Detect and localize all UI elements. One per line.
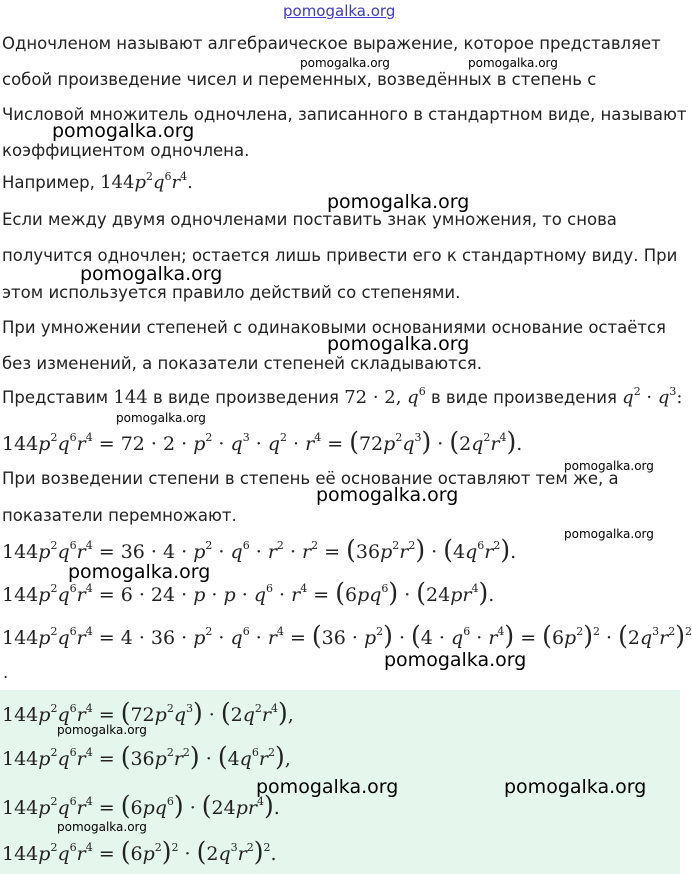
- watermark-large: pomogalka.org: [327, 333, 470, 355]
- site-watermark-link[interactable]: pomogalka.org: [283, 2, 396, 20]
- watermark-small: pomogalka.org: [468, 56, 558, 70]
- watermark-large: pomogalka.org: [52, 120, 195, 142]
- watermark-small: pomogalka.org: [57, 820, 147, 834]
- watermark-small: pomogalka.org: [116, 411, 206, 425]
- watermark-small: pomogalka.org: [57, 723, 147, 737]
- answer-equation-1: $144p^2q^6r^4 = (72p^2q^3) \cdot (2q^2r^4)$,: [2, 697, 294, 728]
- rule-line-2: без изменений, а показатели степеней складываются.: [2, 354, 482, 373]
- number-144: 144: [113, 387, 148, 408]
- represent-line: [2, 387, 682, 408]
- example-label: Например,: [2, 173, 95, 192]
- represent-text-b: в виде произведения: [153, 388, 339, 407]
- equation-1: $144p^2q^6r^4 = 72 \cdot 2 \cdot p^2 \cdot q^3 \cdot q^2 \cdot r^4 = (72p^2q^3) \cdot (2q^2r^4)$.: [2, 426, 523, 457]
- power-rule-line-2: показатели перемножают.: [2, 506, 237, 525]
- definition-line-2: собой произведение чисел и переменных, возведённых в степень с: [2, 70, 597, 89]
- represent-text-c: в виде произведения: [430, 388, 617, 407]
- power-rule-line-1: При возведении степени в степень её основание оставляют тем же, а: [2, 469, 619, 488]
- watermark-small: pomogalka.org: [300, 56, 390, 70]
- coefficient-line-2: коэффициентом одночлена.: [2, 141, 250, 160]
- watermark-large: pomogalka.org: [327, 191, 470, 213]
- watermark-large: pomogalka.org: [256, 776, 399, 798]
- watermark-small: pomogalka.org: [564, 459, 654, 473]
- watermark-large: pomogalka.org: [384, 649, 527, 671]
- equation-3: $144p^2q^6r^4 = 6 \cdot 24 \cdot p \cdot p \cdot q^6 \cdot r^4 = (6pq^6) \cdot (24pr^4)$.: [2, 577, 495, 608]
- product-q2-q3-formula: $q^2 \cdot q^3$:: [622, 385, 683, 408]
- answer-equation-4: $144p^2q^6r^4 = (6p^2)^2 \cdot (2q^3r^2)^2$.: [2, 836, 277, 867]
- answer-equation-2: $144p^2q^6r^4 = (36p^2r^2) \cdot (4q^6r^2)$,: [2, 741, 291, 772]
- equation-4: $144p^2q^6r^4 = 4 \cdot 36 \cdot p^2 \cdot q^6 \cdot r^4 = (36 \cdot p^2) \cdot (4 \cdot q^6 \cdot r^4) = (6p^2)^2 \cdot (2q^3r^2)^2$: [2, 620, 692, 651]
- answer-equation-3: $144p^2q^6r^4 = (6pq^6) \cdot (24pr^4)$.: [2, 790, 280, 821]
- definition-line-1: Одночленом называют алгебраическое выражение, которое представляет: [2, 34, 661, 53]
- example-line: [2, 172, 193, 193]
- watermark-small: pomogalka.org: [564, 527, 654, 541]
- watermark-large: pomogalka.org: [504, 776, 647, 798]
- rule-line-1: При умножении степеней с одинаковыми основаниями основание остаётся: [2, 318, 666, 337]
- watermark-large: pomogalka.org: [316, 484, 459, 506]
- multiplication-line-2: получится одночлен; остается лишь привести его к стандартному виду. При: [2, 246, 678, 265]
- trailing-period: .: [3, 663, 9, 682]
- coefficient-line-1: Числовой множитель одночлена, записанного в стандартном виде, называют: [2, 105, 687, 124]
- product-72-2-formula: 72 · 2, $q^6$: [344, 385, 426, 408]
- equation-2: $144p^2q^6r^4 = 36 \cdot 4 \cdot p^2 \cdot q^6 \cdot r^2 \cdot r^2 = (36p^2r^2) \cdot (4q^6r^2)$.: [2, 534, 517, 565]
- watermark-large: pomogalka.org: [68, 561, 211, 583]
- multiplication-line-3: этом используется правило действий со степенями.: [2, 283, 461, 302]
- represent-text-a: Представим: [2, 388, 109, 407]
- multiplication-line-1: Если между двумя одночленами поставить знак умножения, то снова: [2, 210, 617, 229]
- watermark-large: pomogalka.org: [80, 263, 223, 285]
- example-formula: $144p^2q^6r^4$.: [100, 170, 193, 193]
